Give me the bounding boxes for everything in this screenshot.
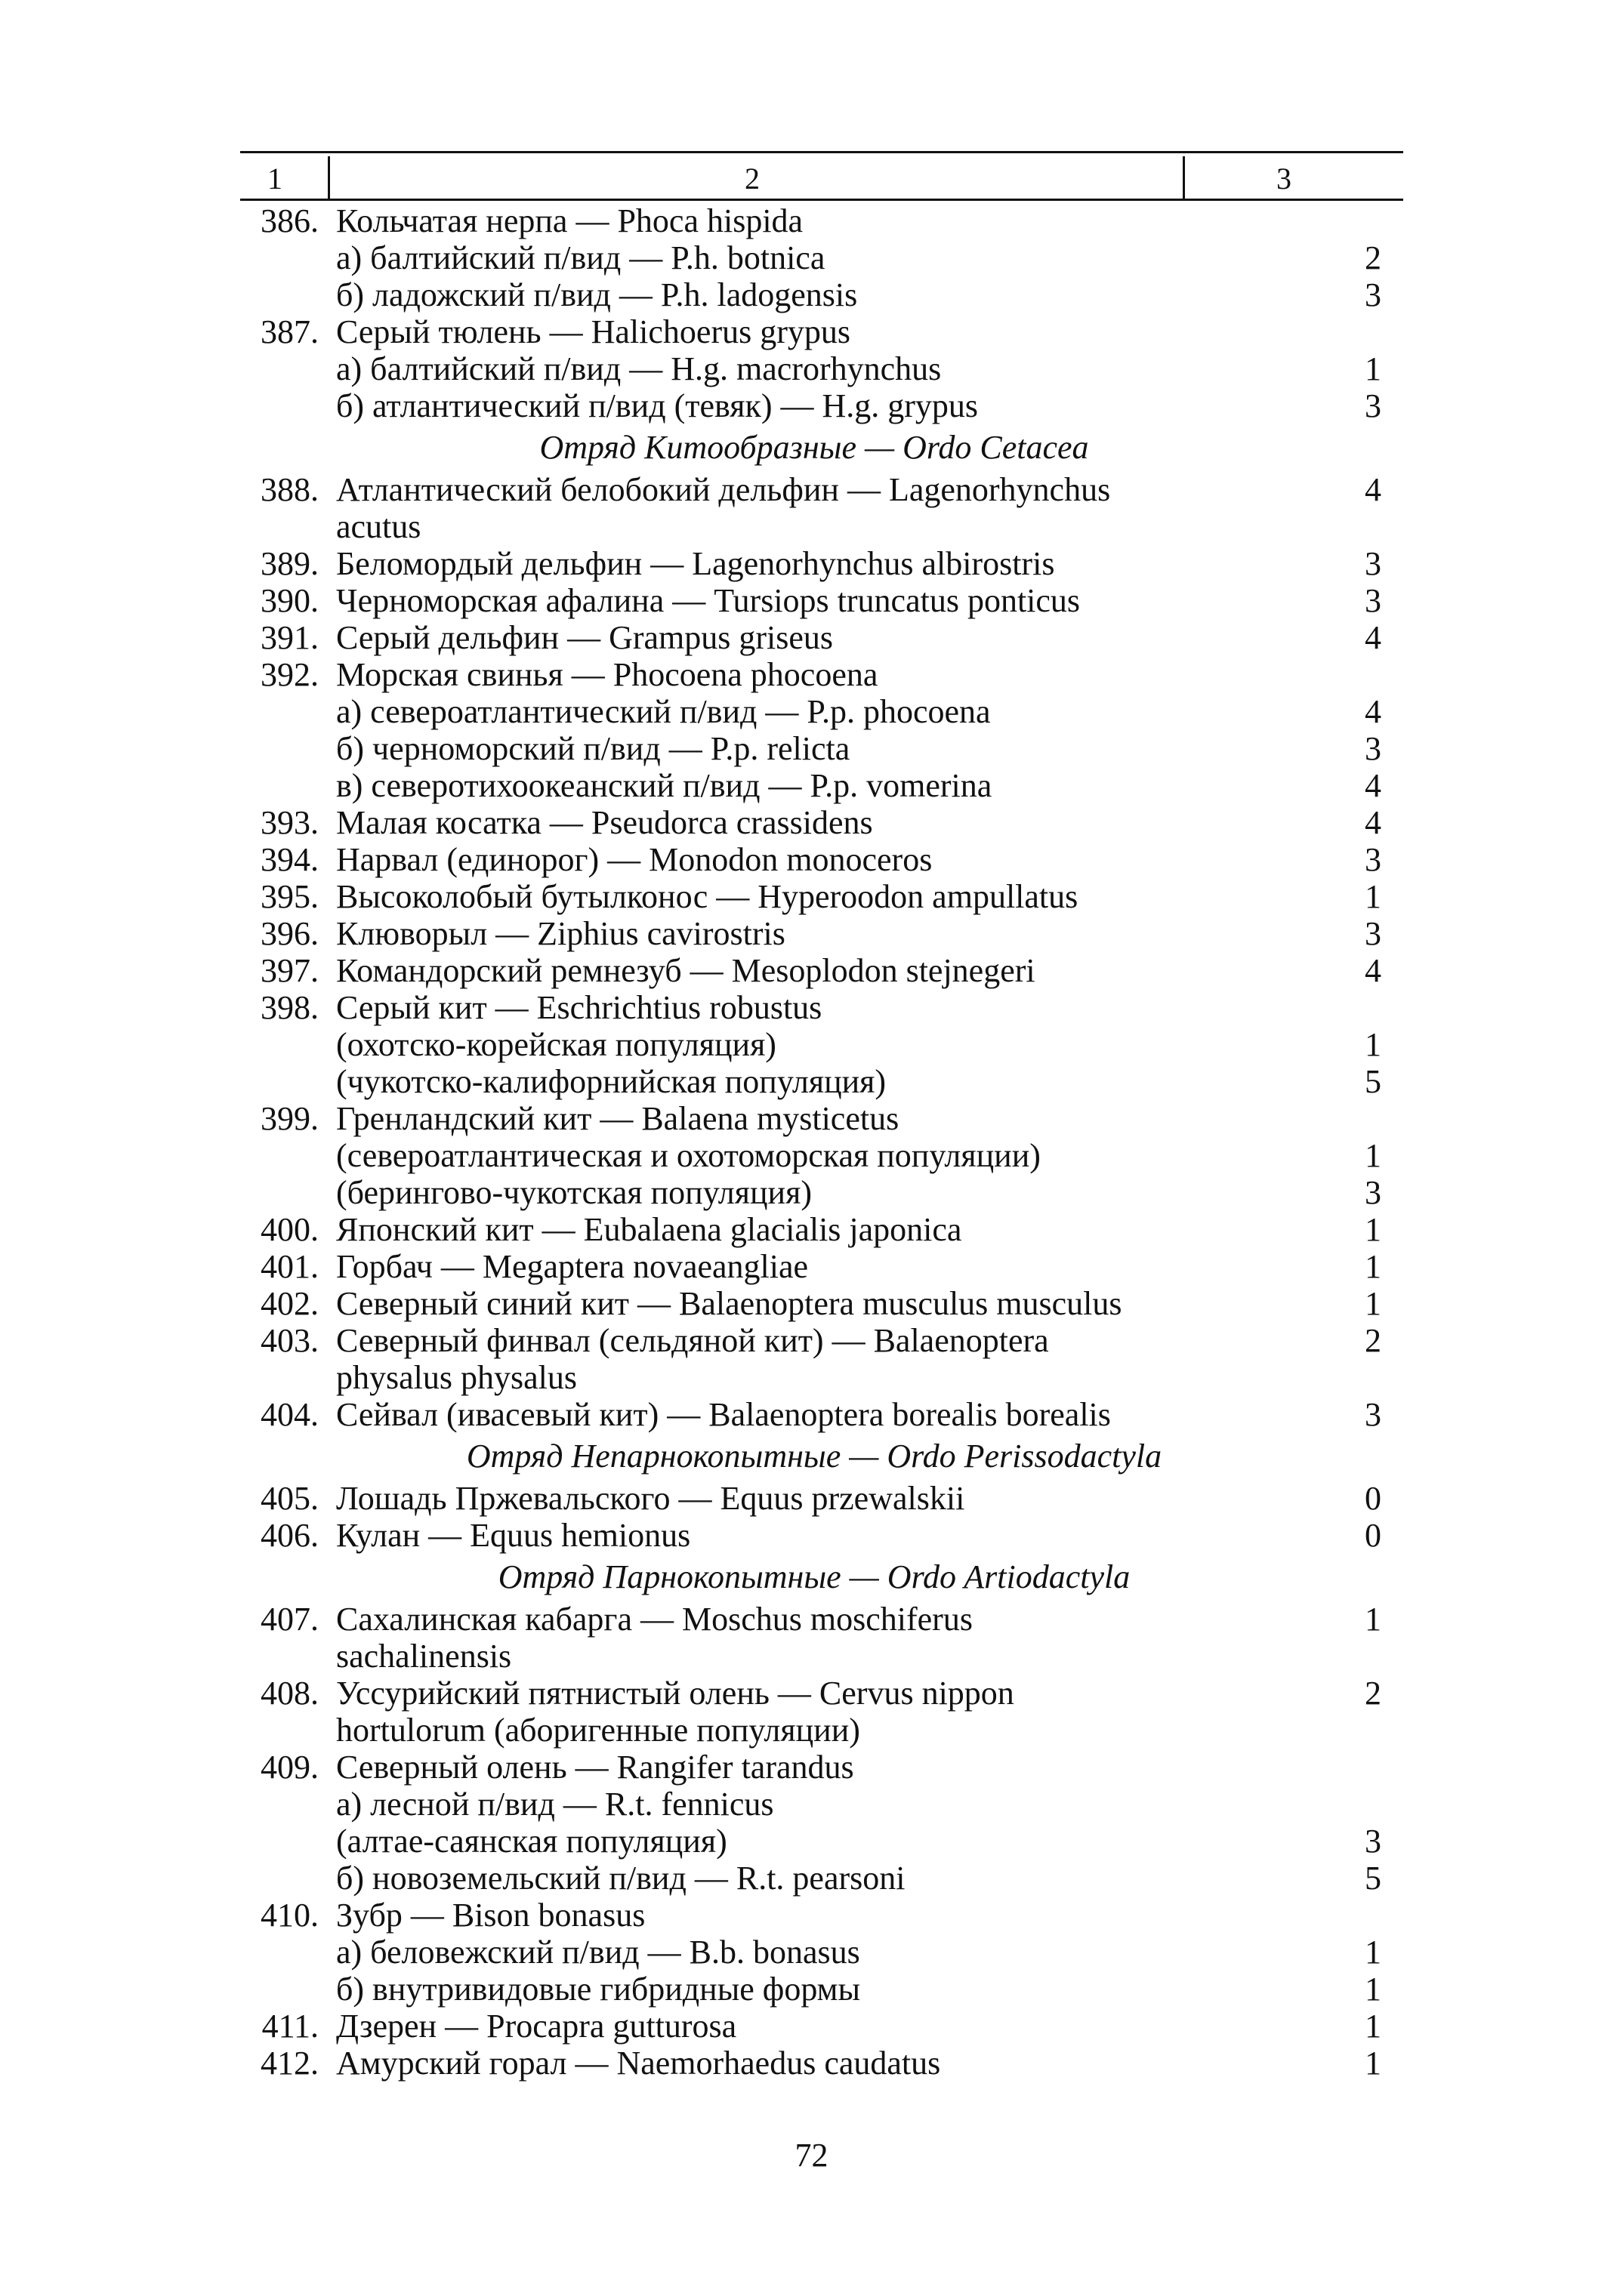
entry-number: 405. (261, 1480, 319, 1517)
entry-number: 408. (261, 1675, 319, 1712)
table-row (240, 1971, 1403, 2008)
species-name: sachalinensis (336, 1638, 512, 1675)
entry-number: 393. (261, 804, 319, 841)
species-name: Амурский горал — Naemorhaedus caudatus (336, 2045, 941, 2082)
status-category: 1 (1365, 350, 1381, 387)
table-row (240, 767, 1403, 804)
entry-number: 391. (261, 619, 319, 656)
table-row (240, 1675, 1403, 1712)
entry-number: 399. (261, 1100, 319, 1137)
status-category: 3 (1365, 915, 1381, 952)
status-category: 4 (1365, 619, 1381, 656)
table-row (240, 1712, 1403, 1749)
table-row (240, 878, 1403, 915)
species-name: Черноморская афалина — Tursiops truncatus ponticus (336, 582, 1081, 619)
species-name: а) балтийский п/вид — H.g. macrorhynchus (336, 350, 942, 387)
species-name: Дзерен — Procapra gutturosa (336, 2008, 737, 2045)
entry-number: 411. (261, 2008, 319, 2045)
species-name: а) балтийский п/вид — P.h. botnica (336, 239, 825, 276)
status-category: 1 (1365, 1971, 1381, 2008)
entry-number: 406. (261, 1517, 319, 1554)
entry-number: 396. (261, 915, 319, 952)
table-row (240, 841, 1403, 878)
status-category: 2 (1365, 1675, 1381, 1712)
entry-number: 403. (261, 1322, 319, 1359)
status-category: 4 (1365, 767, 1381, 804)
table-row (240, 1063, 1403, 1100)
species-name: Сейвал (ивасевый кит) — Balaenoptera borealis borealis (336, 1396, 1111, 1433)
status-category: 3 (1365, 1174, 1381, 1211)
status-category: 1 (1365, 878, 1381, 915)
table-body (240, 202, 1403, 2082)
species-name: Кулан — Equus hemionus (336, 1517, 691, 1554)
table-row (240, 239, 1403, 276)
entry-number: 400. (261, 1211, 319, 1248)
table-row (240, 350, 1403, 387)
entry-number: 389. (261, 545, 319, 582)
status-category: 4 (1365, 804, 1381, 841)
status-category: 3 (1365, 841, 1381, 878)
species-name: Серый тюлень — Halichoerus grypus (336, 313, 850, 350)
species-name: (охотско-корейская популяция) (336, 1026, 776, 1063)
status-category: 3 (1365, 276, 1381, 313)
species-name: Северный синий кит — Balaenoptera musculus musculus (336, 1285, 1122, 1322)
species-name: Уссурийский пятнистый олень — Cervus nippon (336, 1675, 1014, 1712)
table-row (240, 1480, 1403, 1517)
header-col-1: 1 (267, 162, 282, 196)
species-name: Беломордый дельфин — Lagenorhynchus albirostris (336, 545, 1055, 582)
table-row (240, 545, 1403, 582)
status-category: 1 (1365, 1248, 1381, 1285)
status-category: 3 (1365, 1823, 1381, 1860)
table-row (240, 1934, 1403, 1971)
status-category: 1 (1365, 2045, 1381, 2082)
status-category: 4 (1365, 471, 1381, 508)
table-row (240, 1396, 1403, 1433)
document-page (240, 151, 1403, 2082)
status-category: 1 (1365, 2008, 1381, 2045)
entry-number: 388. (261, 471, 319, 508)
species-name: physalus physalus (336, 1359, 577, 1396)
section-heading: Отряд Парнокопытные — Ordo Artiodactyla (498, 1558, 1131, 1595)
table-row (240, 1026, 1403, 1063)
header-divider-1 (328, 156, 330, 199)
table-row (240, 952, 1403, 989)
species-name: Малая косатка — Pseudorca crassidens (336, 804, 873, 841)
species-name: Горбач — Megaptera novaeangliae (336, 1248, 809, 1285)
table-row (240, 471, 1403, 508)
status-category: 1 (1365, 1601, 1381, 1638)
table-row (240, 1823, 1403, 1860)
species-name: Атлантический белобокий дельфин — Lagenorhynchus (336, 471, 1111, 508)
species-name: а) беловежский п/вид — B.b. bonasus (336, 1934, 860, 1971)
entry-number: 402. (261, 1285, 319, 1322)
species-name: б) атлантический п/вид (тевяк) — H.g. grypus (336, 387, 979, 424)
status-category: 3 (1365, 1396, 1381, 1433)
table-row (240, 730, 1403, 767)
species-name: Сахалинская кабарга — Moschus moschiferus (336, 1601, 973, 1638)
status-category: 1 (1365, 1285, 1381, 1322)
species-name: (чукотско-калифорнийская популяция) (336, 1063, 887, 1100)
entry-number: 390. (261, 582, 319, 619)
table-row (240, 1786, 1403, 1823)
table-row (240, 804, 1403, 841)
header-col-3: 3 (1276, 162, 1291, 196)
table-row (240, 1517, 1403, 1554)
species-name: Японский кит — Eubalaena glacialis japonica (336, 1211, 962, 1248)
entry-number: 409. (261, 1749, 319, 1786)
status-category: 4 (1365, 952, 1381, 989)
species-name: Кольчатая нерпа — Phoca hispida (336, 202, 804, 239)
table-row (240, 1601, 1403, 1638)
entry-number: 397. (261, 952, 319, 989)
species-name: (берингово-чукотская популяция) (336, 1174, 812, 1211)
species-name: б) внутривидовые гибридные формы (336, 1971, 861, 2008)
table-row (240, 2008, 1403, 2045)
table-header (240, 151, 1403, 201)
table-row (240, 2045, 1403, 2082)
entry-number: 394. (261, 841, 319, 878)
entry-number: 395. (261, 878, 319, 915)
entry-number: 407. (261, 1601, 319, 1638)
species-name: Северный олень — Rangifer tarandus (336, 1749, 854, 1786)
status-category: 5 (1365, 1063, 1381, 1100)
species-name: Морская свинья — Phocoena phocoena (336, 656, 878, 693)
entry-number: 392. (261, 656, 319, 693)
species-name: Командорский ремнезуб — Mesoplodon stejnegeri (336, 952, 1035, 989)
species-name: Серый кит — Eschrichtius robustus (336, 989, 822, 1026)
status-category: 3 (1365, 730, 1381, 767)
status-category: 0 (1365, 1517, 1381, 1554)
entry-number: 386. (261, 202, 319, 239)
table-row (240, 1174, 1403, 1211)
species-name: Северный финвал (сельдяной кит) — Balaenoptera (336, 1322, 1049, 1359)
table-row (240, 387, 1403, 424)
table-row (240, 1248, 1403, 1285)
section-heading: Отряд Китообразные — Ordo Cetacea (539, 429, 1089, 466)
status-category: 3 (1365, 582, 1381, 619)
species-name: (североатлантическая и охотоморская популяции) (336, 1137, 1041, 1174)
status-category: 3 (1365, 545, 1381, 582)
table-row (240, 1211, 1403, 1248)
status-category: 1 (1365, 1211, 1381, 1248)
status-category: 0 (1365, 1480, 1381, 1517)
species-name: Нарвал (единорог) — Monodon monoceros (336, 841, 933, 878)
species-name: Гренландский кит — Balaena mysticetus (336, 1100, 899, 1137)
status-category: 1 (1365, 1137, 1381, 1174)
table-row (240, 1749, 1403, 1786)
species-name: б) черноморский п/вид — P.p. relicta (336, 730, 850, 767)
species-name: а) лесной п/вид — R.t. fennicus (336, 1786, 774, 1823)
status-category: 1 (1365, 1026, 1381, 1063)
table-row (240, 1359, 1403, 1396)
species-name: Лошадь Пржевальского — Equus przewalskii (336, 1480, 965, 1517)
table-row (240, 1638, 1403, 1675)
section-heading: Отряд Непарнокопытные — Ordo Perissodactyla (466, 1438, 1162, 1475)
species-name: в) северотихоокеанский п/вид — P.p. vomerina (336, 767, 992, 804)
table-row (240, 1322, 1403, 1359)
table-row (240, 693, 1403, 730)
table-row (240, 202, 1403, 239)
table-row (240, 915, 1403, 952)
status-category: 1 (1365, 1934, 1381, 1971)
table-row (240, 313, 1403, 350)
species-name: hortulorum (аборигенные популяции) (336, 1712, 860, 1749)
species-name: а) североатлантический п/вид — P.p. phocoena (336, 693, 991, 730)
species-name: (алтае-саянская популяция) (336, 1823, 727, 1860)
entry-number: 401. (261, 1248, 319, 1285)
table-row (240, 508, 1403, 545)
table-row (240, 582, 1403, 619)
species-name: Высоколобый бутылконос — Hyperoodon ampullatus (336, 878, 1078, 915)
status-category: 2 (1365, 1322, 1381, 1359)
entry-number: 410. (261, 1897, 319, 1934)
page-number: 72 (795, 2137, 828, 2174)
entry-number: 387. (261, 313, 319, 350)
species-name: Зубр — Bison bonasus (336, 1897, 646, 1934)
entry-number: 398. (261, 989, 319, 1026)
species-name: б) ладожский п/вид — P.h. ladogensis (336, 276, 858, 313)
table-row (240, 1137, 1403, 1174)
entry-number: 412. (261, 2045, 319, 2082)
table-row (240, 276, 1403, 313)
table-row (240, 989, 1403, 1026)
table-row (240, 656, 1403, 693)
status-category: 2 (1365, 239, 1381, 276)
table-row (240, 1285, 1403, 1322)
species-name: Серый дельфин — Grampus griseus (336, 619, 834, 656)
species-name: Клюворыл — Ziphius cavirostris (336, 915, 785, 952)
species-name: acutus (336, 508, 421, 545)
table-row (240, 1897, 1403, 1934)
table-row (240, 1100, 1403, 1137)
table-row (240, 1860, 1403, 1897)
status-category: 5 (1365, 1860, 1381, 1897)
header-divider-2 (1183, 156, 1185, 199)
species-name: б) новоземельский п/вид — R.t. pearsoni (336, 1860, 906, 1897)
header-col-2: 2 (745, 162, 760, 196)
table-row (240, 619, 1403, 656)
status-category: 4 (1365, 693, 1381, 730)
entry-number: 404. (261, 1396, 319, 1433)
status-category: 3 (1365, 387, 1381, 424)
